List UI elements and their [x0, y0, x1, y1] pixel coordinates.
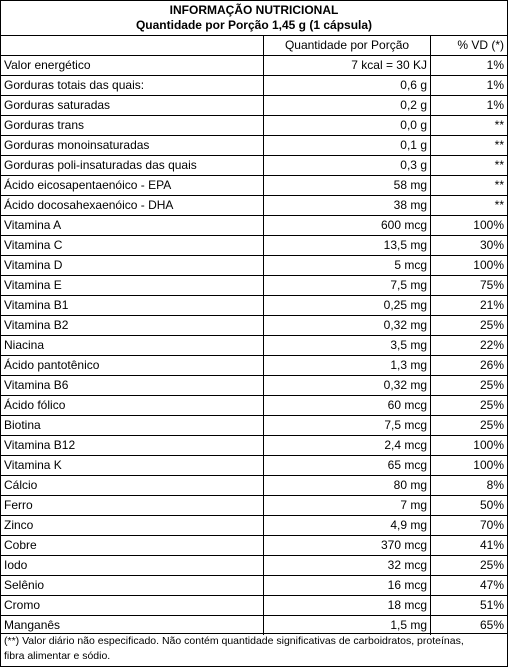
table-row: [1, 376, 507, 396]
nutrient-dv: **: [431, 176, 508, 196]
nutrient-dv: 25%: [431, 316, 508, 336]
nutrient-name: Vitamina K: [1, 456, 264, 476]
nutrient-name: Ácido docosahexaenóico - DHA: [1, 196, 264, 216]
page-title: INFORMAÇÃO NUTRICIONAL: [169, 3, 339, 17]
table-row: [1, 356, 507, 376]
nutrient-dv: 100%: [431, 456, 508, 476]
nutrient-name: Gorduras saturadas: [1, 96, 264, 116]
table-row: [1, 276, 507, 296]
nutrient-dv: 25%: [431, 396, 508, 416]
table-row: [1, 56, 507, 76]
table-row: [1, 256, 507, 276]
nutrition-table: [1, 35, 507, 635]
table-row: [1, 496, 507, 516]
nutrient-quantity: 600 mcg: [264, 216, 431, 236]
table-row: [1, 316, 507, 336]
nutrient-dv: 100%: [431, 256, 508, 276]
table-row: [1, 236, 507, 256]
nutrient-dv: 100%: [431, 436, 508, 456]
table-row: [1, 576, 507, 596]
nutrient-dv: 21%: [431, 296, 508, 316]
nutrient-name: Cromo: [1, 596, 264, 616]
nutrient-dv: 47%: [431, 576, 508, 596]
table-row: [1, 456, 507, 476]
nutrient-name: Vitamina C: [1, 236, 264, 256]
nutrient-dv: 51%: [431, 596, 508, 616]
table-row: [1, 476, 507, 496]
nutrient-quantity: 5 mcg: [264, 256, 431, 276]
nutrient-dv: **: [431, 116, 508, 136]
nutrient-dv: 70%: [431, 516, 508, 536]
nutrient-name: Valor energético: [1, 56, 264, 76]
nutrient-dv: **: [431, 196, 508, 216]
nutrient-name: Ácido pantotênico: [1, 356, 264, 376]
nutrient-quantity: 38 mg: [264, 196, 431, 216]
nutrient-quantity: 7 kcal = 30 KJ: [264, 56, 431, 76]
column-header-quantity: Quantidade por Porção: [264, 36, 431, 56]
nutrient-quantity: 1,5 mg: [264, 616, 431, 636]
nutrient-quantity: 65 mcg: [264, 456, 431, 476]
table-row: [1, 396, 507, 416]
nutrient-name: Ferro: [1, 496, 264, 516]
nutrient-dv: 25%: [431, 556, 508, 576]
footnote: [4, 634, 504, 664]
nutrient-name: Manganês: [1, 616, 264, 636]
nutrient-name: Iodo: [1, 556, 264, 576]
table-row: [1, 436, 507, 456]
nutrient-dv: 50%: [431, 496, 508, 516]
serving-size: Quantidade por Porção 1,45 g (1 cápsula): [135, 18, 373, 32]
nutrient-name: Biotina: [1, 416, 264, 436]
nutrient-quantity: 16 mcg: [264, 576, 431, 596]
nutrient-name: Vitamina E: [1, 276, 264, 296]
nutrient-dv: 1%: [431, 76, 508, 96]
nutrient-quantity: 58 mg: [264, 176, 431, 196]
table-row: [1, 176, 507, 196]
nutrient-quantity: 0,25 mg: [264, 296, 431, 316]
table-row: [1, 416, 507, 436]
table-row: [1, 536, 507, 556]
nutrient-dv: 41%: [431, 536, 508, 556]
nutrient-quantity: 13,5 mg: [264, 236, 431, 256]
nutrient-quantity: 32 mcg: [264, 556, 431, 576]
nutrient-name: Cálcio: [1, 476, 264, 496]
nutrient-dv: 1%: [431, 56, 508, 76]
column-header-nutrient: [1, 36, 264, 56]
table-row: [1, 156, 507, 176]
nutrient-name: Vitamina B6: [1, 376, 264, 396]
nutrient-dv: 25%: [431, 376, 508, 396]
table-title: [1, 3, 507, 33]
nutrient-dv: 65%: [431, 616, 508, 636]
nutrient-name: Vitamina B1: [1, 296, 264, 316]
footnote-line-2: fibra alimentar e sódio.: [4, 650, 111, 662]
nutrient-dv: 100%: [431, 216, 508, 236]
nutrient-name: Vitamina D: [1, 256, 264, 276]
column-header-dv: % VD (*): [431, 36, 508, 56]
nutrient-dv: 75%: [431, 276, 508, 296]
nutrient-quantity: 80 mg: [264, 476, 431, 496]
footnote-line-1: (**) Valor diário não especificado. Não contém quantidade significativas de carboidratos, proteínas,: [4, 635, 464, 647]
nutrient-quantity: 0,2 g: [264, 96, 431, 116]
nutrient-name: Ácido fólico: [1, 396, 264, 416]
nutrient-quantity: 7,5 mg: [264, 276, 431, 296]
nutrient-quantity: 0,6 g: [264, 76, 431, 96]
nutrient-dv: 30%: [431, 236, 508, 256]
nutrient-name: Vitamina B12: [1, 436, 264, 456]
nutrient-quantity: 60 mcg: [264, 396, 431, 416]
nutrient-dv: **: [431, 136, 508, 156]
nutrient-quantity: 0,0 g: [264, 116, 431, 136]
nutrient-quantity: 0,3 g: [264, 156, 431, 176]
nutrient-dv: **: [431, 156, 508, 176]
nutrient-dv: 22%: [431, 336, 508, 356]
table-row: [1, 336, 507, 356]
nutrient-name: Gorduras trans: [1, 116, 264, 136]
nutrient-dv: 1%: [431, 96, 508, 116]
nutrient-quantity: 3,5 mg: [264, 336, 431, 356]
nutrient-quantity: 0,1 g: [264, 136, 431, 156]
table-row: [1, 596, 507, 616]
nutrient-quantity: 1,3 mg: [264, 356, 431, 376]
nutrient-dv: 8%: [431, 476, 508, 496]
nutrient-quantity: 7 mg: [264, 496, 431, 516]
nutrient-name: Gorduras monoinsaturadas: [1, 136, 264, 156]
table-row: [1, 556, 507, 576]
table-row: [1, 296, 507, 316]
table-row: [1, 116, 507, 136]
table-row: [1, 196, 507, 216]
nutrient-name: Zinco: [1, 516, 264, 536]
nutrient-quantity: 4,9 mg: [264, 516, 431, 536]
nutrient-name: Gorduras poli-insaturadas das quais: [1, 156, 264, 176]
nutrient-quantity: 2,4 mcg: [264, 436, 431, 456]
nutrient-name: Vitamina A: [1, 216, 264, 236]
nutrient-name: Ácido eicosapentaenóico - EPA: [1, 176, 264, 196]
nutrient-dv: 25%: [431, 416, 508, 436]
table-row: [1, 516, 507, 536]
nutrient-name: Cobre: [1, 536, 264, 556]
nutrient-name: Niacina: [1, 336, 264, 356]
nutrient-name: Vitamina B2: [1, 316, 264, 336]
nutrient-quantity: 0,32 mg: [264, 316, 431, 336]
table-row: [1, 76, 507, 96]
nutrient-quantity: 18 mcg: [264, 596, 431, 616]
table-header-row: [1, 36, 507, 56]
nutrient-quantity: 7,5 mcg: [264, 416, 431, 436]
nutrient-name: Selênio: [1, 576, 264, 596]
table-row: [1, 216, 507, 236]
table-row: [1, 136, 507, 156]
nutrient-quantity: 370 mcg: [264, 536, 431, 556]
nutrient-quantity: 0,32 mg: [264, 376, 431, 396]
table-row: [1, 96, 507, 116]
nutrient-name: Gorduras totais das quais:: [1, 76, 264, 96]
nutrient-dv: 26%: [431, 356, 508, 376]
